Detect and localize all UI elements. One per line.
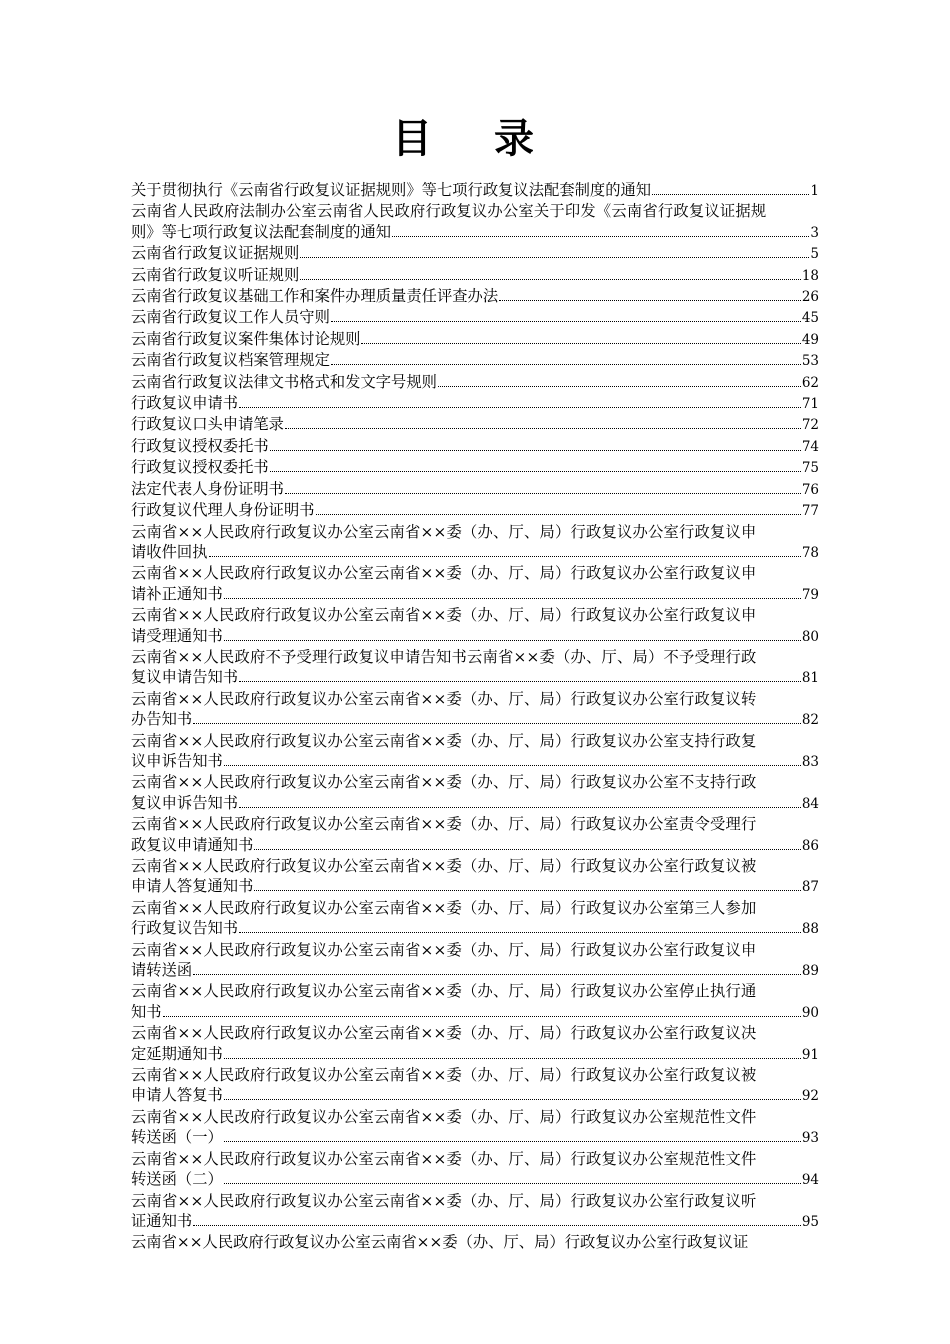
- toc-page-number: 62: [801, 374, 819, 391]
- toc-entry-text: 办告知书: [131, 710, 193, 729]
- toc-entry-text: 云南省行政复议听证规则: [131, 265, 300, 284]
- toc-leader-dots: [331, 321, 801, 322]
- toc-page-number: 72: [801, 417, 819, 434]
- table-of-contents: [131, 180, 819, 1253]
- toc-entry[interactable]: [131, 814, 819, 856]
- toc-entry-text: 云南省××人民改府行政复议办公室云南省××委（办、厅、局）行政复议办公室规范性文件: [131, 1107, 757, 1126]
- toc-page-number: 88: [801, 921, 819, 938]
- toc-page-number: 80: [801, 628, 819, 645]
- toc-entry-text: 云南省人民政府法制办公室云南省人民政府行政复议办公室关于印发《云南省行政复议证据规: [131, 202, 767, 221]
- toc-leader-dots: [254, 849, 800, 850]
- toc-leader-dots: [300, 279, 801, 280]
- toc-entry-text: 云南省行政复议工作人员守则: [131, 308, 330, 327]
- toc-entry[interactable]: [131, 647, 819, 689]
- toc-leader-dots: [285, 493, 801, 494]
- toc-entry-text: 定延期通知书: [131, 1044, 223, 1063]
- toc-entry[interactable]: [131, 436, 819, 457]
- toc-entry[interactable]: [131, 689, 819, 731]
- toc-entry-text: 云南省××人民政府行政复议办公室云南省××委（办、厅、局）行政复议办公室行政复议被: [131, 1066, 757, 1085]
- toc-page-number: 49: [801, 331, 819, 348]
- toc-entry[interactable]: [131, 1107, 819, 1149]
- toc-entry-text: 云南省行政复议基础工作和案件办理质量责任评查办法: [131, 287, 499, 306]
- toc-entry-text: 申请人答复通知书: [131, 877, 254, 896]
- toc-entry-text: 云南省行政复议证据规则: [131, 244, 300, 263]
- toc-leader-dots: [392, 236, 809, 237]
- toc-leader-dots: [163, 1016, 801, 1017]
- toc-page-number: 83: [801, 753, 819, 770]
- toc-entry-text: 云南省××人民政府行政复议办公室云南省××委（办、厅、局）行政复议办公室责令受理行: [131, 815, 757, 834]
- toc-entry[interactable]: [131, 243, 819, 264]
- toc-page-number: 77: [801, 503, 819, 520]
- toc-page-number: 75: [801, 460, 819, 477]
- toc-page-number: 45: [801, 310, 819, 327]
- toc-page-number: 90: [801, 1004, 819, 1021]
- toc-leader-dots: [361, 343, 800, 344]
- toc-leader-dots: [499, 300, 801, 301]
- toc-page-number: 18: [801, 267, 819, 284]
- toc-entry-text: 关于贯彻执行《云南省行政复议证据规则》等七项行政复议法配套制度的通知: [131, 181, 652, 199]
- toc-entry-text: 行政复议告知书: [131, 919, 239, 938]
- toc-entry-text: 云南省××人民政府行政复议办公室云南省××委（办、厅、局）行政复议办公室停止执行通: [131, 982, 757, 1001]
- toc-entry-text: 云南省××人民政府行政复议办公室云南省××委（办、厅、局）行政复议办公室支持行政复: [131, 731, 757, 750]
- toc-leader-dots: [438, 386, 801, 387]
- toc-entry-text: 云南省××人民政府行政复议办公室云南省××委（办、厅、局）行政复议办公室行政复议决: [131, 1024, 757, 1043]
- toc-entry-text: 云南省××人民政府行政复议办公室云南省××委（办、厅、局）行政复议办公室行政复议转: [131, 689, 757, 708]
- toc-page-number: 86: [801, 837, 819, 854]
- toc-entry-text: 证通知书: [131, 1211, 193, 1230]
- toc-entry-text: 云南省××人民政府行政复议办公室云南省××委（办、厅、局）行政复议办公室行政复议证: [131, 1233, 749, 1252]
- toc-page-number: 81: [801, 670, 819, 687]
- toc-leader-dots: [193, 974, 801, 975]
- toc-page-number: 91: [801, 1046, 819, 1063]
- toc-leader-dots: [270, 450, 801, 451]
- toc-entry[interactable]: [131, 265, 819, 286]
- toc-page-number: 87: [801, 879, 819, 896]
- toc-leader-dots: [224, 1099, 801, 1100]
- page-title: 目 录: [392, 115, 558, 162]
- toc-leader-dots: [316, 514, 801, 515]
- toc-entry[interactable]: [131, 1232, 819, 1252]
- toc-entry-text: 云南省××人民政府行政复议办公室云南省××委（办、厅、局）行政复议办公室行政复议申: [131, 940, 757, 959]
- toc-leader-dots: [239, 807, 801, 808]
- toc-entry[interactable]: [131, 479, 819, 500]
- toc-entry-text: 行政复议授权委托书: [131, 458, 269, 477]
- toc-leader-dots: [300, 257, 809, 258]
- toc-entry-text: 云南省行政复议案件集体讨论规则: [131, 329, 361, 348]
- toc-leader-dots: [224, 1141, 801, 1142]
- toc-page-number: 82: [801, 712, 819, 729]
- toc-leader-dots: [285, 428, 801, 429]
- toc-entry[interactable]: [131, 563, 819, 605]
- toc-entry-text: 行政复议口头申请笔录: [131, 415, 284, 434]
- toc-entry-text: 云南省××人民政府不予受理行政复议申请告知书云南省××委（办、厅、局）不予受理行政: [131, 647, 757, 666]
- toc-entry-text: 云南省××人民政府行政复议办公室云南省××委（办、厅、局）行政复议办公室行政复议听: [131, 1191, 757, 1210]
- toc-entry-text: 转送函（一）: [131, 1128, 223, 1147]
- toc-entry-text: 请收件回执: [131, 542, 208, 561]
- toc-entry-text: 请转送函: [131, 961, 193, 980]
- toc-entry[interactable]: [131, 1065, 819, 1107]
- toc-entry-text: 请受理通知书: [131, 626, 223, 645]
- toc-entry-text: 云南省××人民政府行政复议办公室云南省××委（办、厅、局）行政复议办公室行政复议申: [131, 564, 757, 583]
- toc-entry-text: 行政复议代理人身份证明书: [131, 501, 315, 520]
- toc-page-number: 93: [801, 1130, 819, 1147]
- toc-entry[interactable]: [131, 307, 819, 328]
- toc-entry[interactable]: [131, 1191, 819, 1233]
- toc-entry-text: 复议申诉告知书: [131, 793, 239, 812]
- toc-leader-dots: [224, 640, 801, 641]
- toc-leader-dots: [239, 407, 801, 408]
- toc-entry-text: 申请人答复书: [131, 1086, 223, 1105]
- toc-entry-text: 云南省××人民政府行政复议办公室云南省××委（办、厅、局）行政复议办公室行政复议被: [131, 857, 757, 875]
- toc-entry[interactable]: [131, 981, 819, 1023]
- toc-page-number: 79: [801, 586, 819, 603]
- toc-page-number: 95: [801, 1213, 819, 1230]
- toc-entry[interactable]: [131, 180, 819, 201]
- toc-entry[interactable]: [131, 350, 819, 371]
- toc-entry[interactable]: [131, 1023, 819, 1065]
- toc-entry-text: 云南省××人民政府行政复议办公室云南省××委（办、厅、局）行政复议办公室规范性文件: [131, 1149, 757, 1168]
- toc-entry[interactable]: [131, 286, 819, 307]
- toc-entry-text: 转送函（二）: [131, 1170, 223, 1189]
- toc-entry[interactable]: [131, 898, 819, 940]
- toc-page-number: 92: [801, 1088, 819, 1105]
- toc-leader-dots: [239, 932, 801, 933]
- toc-entry[interactable]: [131, 457, 819, 478]
- toc-entry[interactable]: [131, 940, 819, 982]
- toc-entry[interactable]: [131, 372, 819, 393]
- toc-entry[interactable]: [131, 1149, 819, 1191]
- toc-leader-dots: [224, 765, 801, 766]
- toc-leader-dots: [224, 1183, 801, 1184]
- toc-entry[interactable]: [131, 201, 819, 243]
- toc-entry-text: 行政复议申请书: [131, 394, 239, 413]
- toc-entry-text: 云南省行政复议档案管理规定: [131, 351, 330, 370]
- toc-leader-dots: [193, 1225, 801, 1226]
- toc-leader-dots: [209, 556, 801, 557]
- toc-leader-dots: [224, 1058, 801, 1059]
- toc-entry[interactable]: [131, 329, 819, 350]
- toc-page-number: 53: [801, 353, 819, 370]
- toc-entry-text: 云南省××人民政府行政复议办公室云南省××委（办、厅、局）行政复议办公室行政复议申: [131, 522, 757, 541]
- toc-page-number: 76: [801, 481, 819, 498]
- toc-page-number: 74: [801, 438, 819, 455]
- toc-entry-text: 云南省××人民政府行政复议办公室云南省××委（办、厅、局）行政复议办公室不支持行政: [131, 773, 757, 792]
- toc-entry-text: 知书: [131, 1002, 162, 1021]
- toc-entry[interactable]: [131, 393, 819, 414]
- toc-entry[interactable]: [131, 772, 819, 814]
- toc-entry-text: 政复议申请通知书: [131, 835, 254, 854]
- toc-entry-text: 云南省××人民政府行政复议办公室云南省××委（办、厅、局）行政复议办公室第三人参加: [131, 898, 757, 917]
- toc-entry-text: 复议申请告知书: [131, 668, 239, 687]
- toc-page-number: 94: [801, 1172, 819, 1189]
- toc-page-number: 5: [810, 246, 819, 263]
- toc-leader-dots: [193, 723, 801, 724]
- toc-entry-text: 云南省××人民政府行政复议办公室云南省××委（办、厅、局）行政复议办公室行政复议申: [131, 606, 757, 625]
- toc-entry-text: 则》等七项行政复议法配套制度的通知: [131, 222, 392, 241]
- toc-leader-dots: [254, 890, 800, 891]
- toc-entry[interactable]: [131, 605, 819, 647]
- toc-entry-text: 议申诉告知书: [131, 751, 223, 770]
- toc-entry[interactable]: [131, 500, 819, 521]
- toc-entry[interactable]: [131, 856, 819, 898]
- toc-leader-dots: [270, 471, 801, 472]
- toc-entry[interactable]: [131, 414, 819, 435]
- toc-entry-text: 请补正通知书: [131, 584, 223, 603]
- toc-entry-text: 行政复议授权委托书: [131, 436, 269, 455]
- toc-leader-dots: [652, 194, 809, 195]
- toc-page-number: 78: [801, 544, 819, 561]
- toc-leader-dots: [331, 364, 801, 365]
- toc-page-number: 3: [810, 224, 819, 241]
- toc-entry[interactable]: [131, 522, 819, 564]
- toc-page-number: 71: [801, 396, 819, 413]
- toc-page-number: 26: [801, 289, 819, 306]
- toc-page-number: 89: [801, 963, 819, 980]
- toc-entry-text: 云南省行政复议法律文书格式和发文字号规则: [131, 372, 437, 391]
- toc-entry-text: 法定代表人身份证明书: [131, 479, 284, 498]
- toc-entry[interactable]: [131, 731, 819, 773]
- toc-page-number: 1: [810, 183, 819, 199]
- toc-leader-dots: [224, 598, 801, 599]
- toc-page-number: 84: [801, 795, 819, 812]
- toc-leader-dots: [239, 681, 801, 682]
